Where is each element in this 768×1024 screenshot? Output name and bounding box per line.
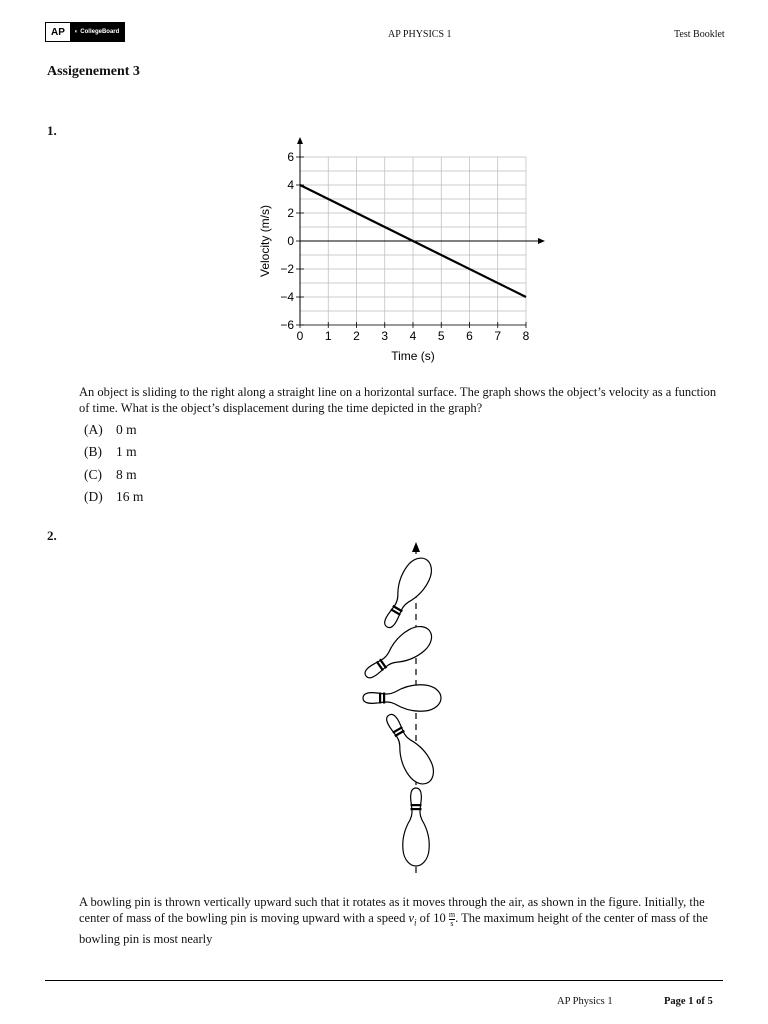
question-2-number: 2. xyxy=(47,528,57,543)
y-tick-label: −6 xyxy=(280,318,294,332)
question-2-text: A bowling pin is thrown vertically upward such that it rotates as it moves through the air, as shown in the figure. Initially, the center of mass of the bowling pin is moving upward with a speed $v_i$ of 10 $\frac{m}{s}$ . The maximum height of the center of mass of the bowling pin is most nearly xyxy=(79,895,708,946)
x-tick-label: 0 xyxy=(296,329,304,343)
x-tick-label: 3 xyxy=(381,329,389,343)
acorn-icon: ◐ xyxy=(74,29,79,35)
header-center: AP PHYSICS 1 xyxy=(388,29,452,40)
bowling-pin-outline xyxy=(363,685,441,711)
footer-left: AP Physics 1 xyxy=(557,996,613,1007)
footer-divider xyxy=(45,980,723,981)
chart-ticks xyxy=(280,150,529,343)
x-axis-label: Time (s) xyxy=(391,349,435,363)
header-right: Test Booklet xyxy=(674,29,725,40)
unit-fraction: $\frac{m}{s}$ xyxy=(448,909,456,928)
x-tick-label: 2 xyxy=(353,329,360,343)
up-arrow-icon xyxy=(412,542,420,552)
y-tick-label: 0 xyxy=(287,234,294,248)
bowling-pin-outline xyxy=(378,708,440,789)
x-tick-label: 1 xyxy=(324,329,332,343)
x-tick-label: 6 xyxy=(466,329,473,343)
x-tick-label: 5 xyxy=(437,329,445,343)
bowling-pin xyxy=(378,708,440,789)
x-tick-label: 4 xyxy=(409,329,417,343)
velocity-time-graph xyxy=(240,128,560,368)
ap-collegeboard-logo xyxy=(45,22,125,42)
question-1-number: 1. xyxy=(47,123,57,138)
bowling-pin-stripe xyxy=(411,804,422,806)
footer-page-number: Page 1 of 5 xyxy=(664,996,713,1007)
bowling-pin-outline xyxy=(358,620,437,686)
y-tick-label: 6 xyxy=(287,150,294,164)
bowling-pin xyxy=(358,620,437,686)
x-tick-label: 8 xyxy=(522,329,530,343)
option-d: (D) 16 m xyxy=(84,489,144,504)
bowling-pin xyxy=(376,553,438,634)
y-axis-label: Velocity (m/s) xyxy=(258,204,272,278)
bowling-pin-outline xyxy=(403,788,429,866)
option-c: (C) 8 m xyxy=(84,467,137,482)
option-a: (A) 0 m xyxy=(84,422,137,437)
bowling-pin-stripe xyxy=(383,693,385,704)
bowling-pin-figure xyxy=(355,536,475,876)
bowling-pin xyxy=(363,685,441,711)
option-b: (B) 1 m xyxy=(84,444,137,459)
y-tick-label: 2 xyxy=(287,206,294,220)
y-tick-label: −2 xyxy=(280,262,294,276)
ap-logo-text: AP xyxy=(46,23,70,41)
y-tick-label: −4 xyxy=(280,290,294,304)
question-1-text: An object is sliding to the right along a straight line on a horizontal surface. The graph shows the object’s velocity as a function of time. What is the object’s displacement during the time depicted in the graph? xyxy=(79,385,717,415)
bowling-pins xyxy=(358,553,441,866)
x-tick-label: 7 xyxy=(494,329,502,343)
bowling-pin-stripe xyxy=(379,693,381,704)
bowling-pin xyxy=(403,788,429,866)
y-tick-label: 4 xyxy=(287,178,294,192)
collegeboard-logo-text: ◐ CollegeBoard xyxy=(70,23,124,41)
bowling-pin-outline xyxy=(376,553,438,634)
bowling-pin-stripe xyxy=(411,808,422,810)
page-title: Assigenement 3 xyxy=(47,64,140,79)
